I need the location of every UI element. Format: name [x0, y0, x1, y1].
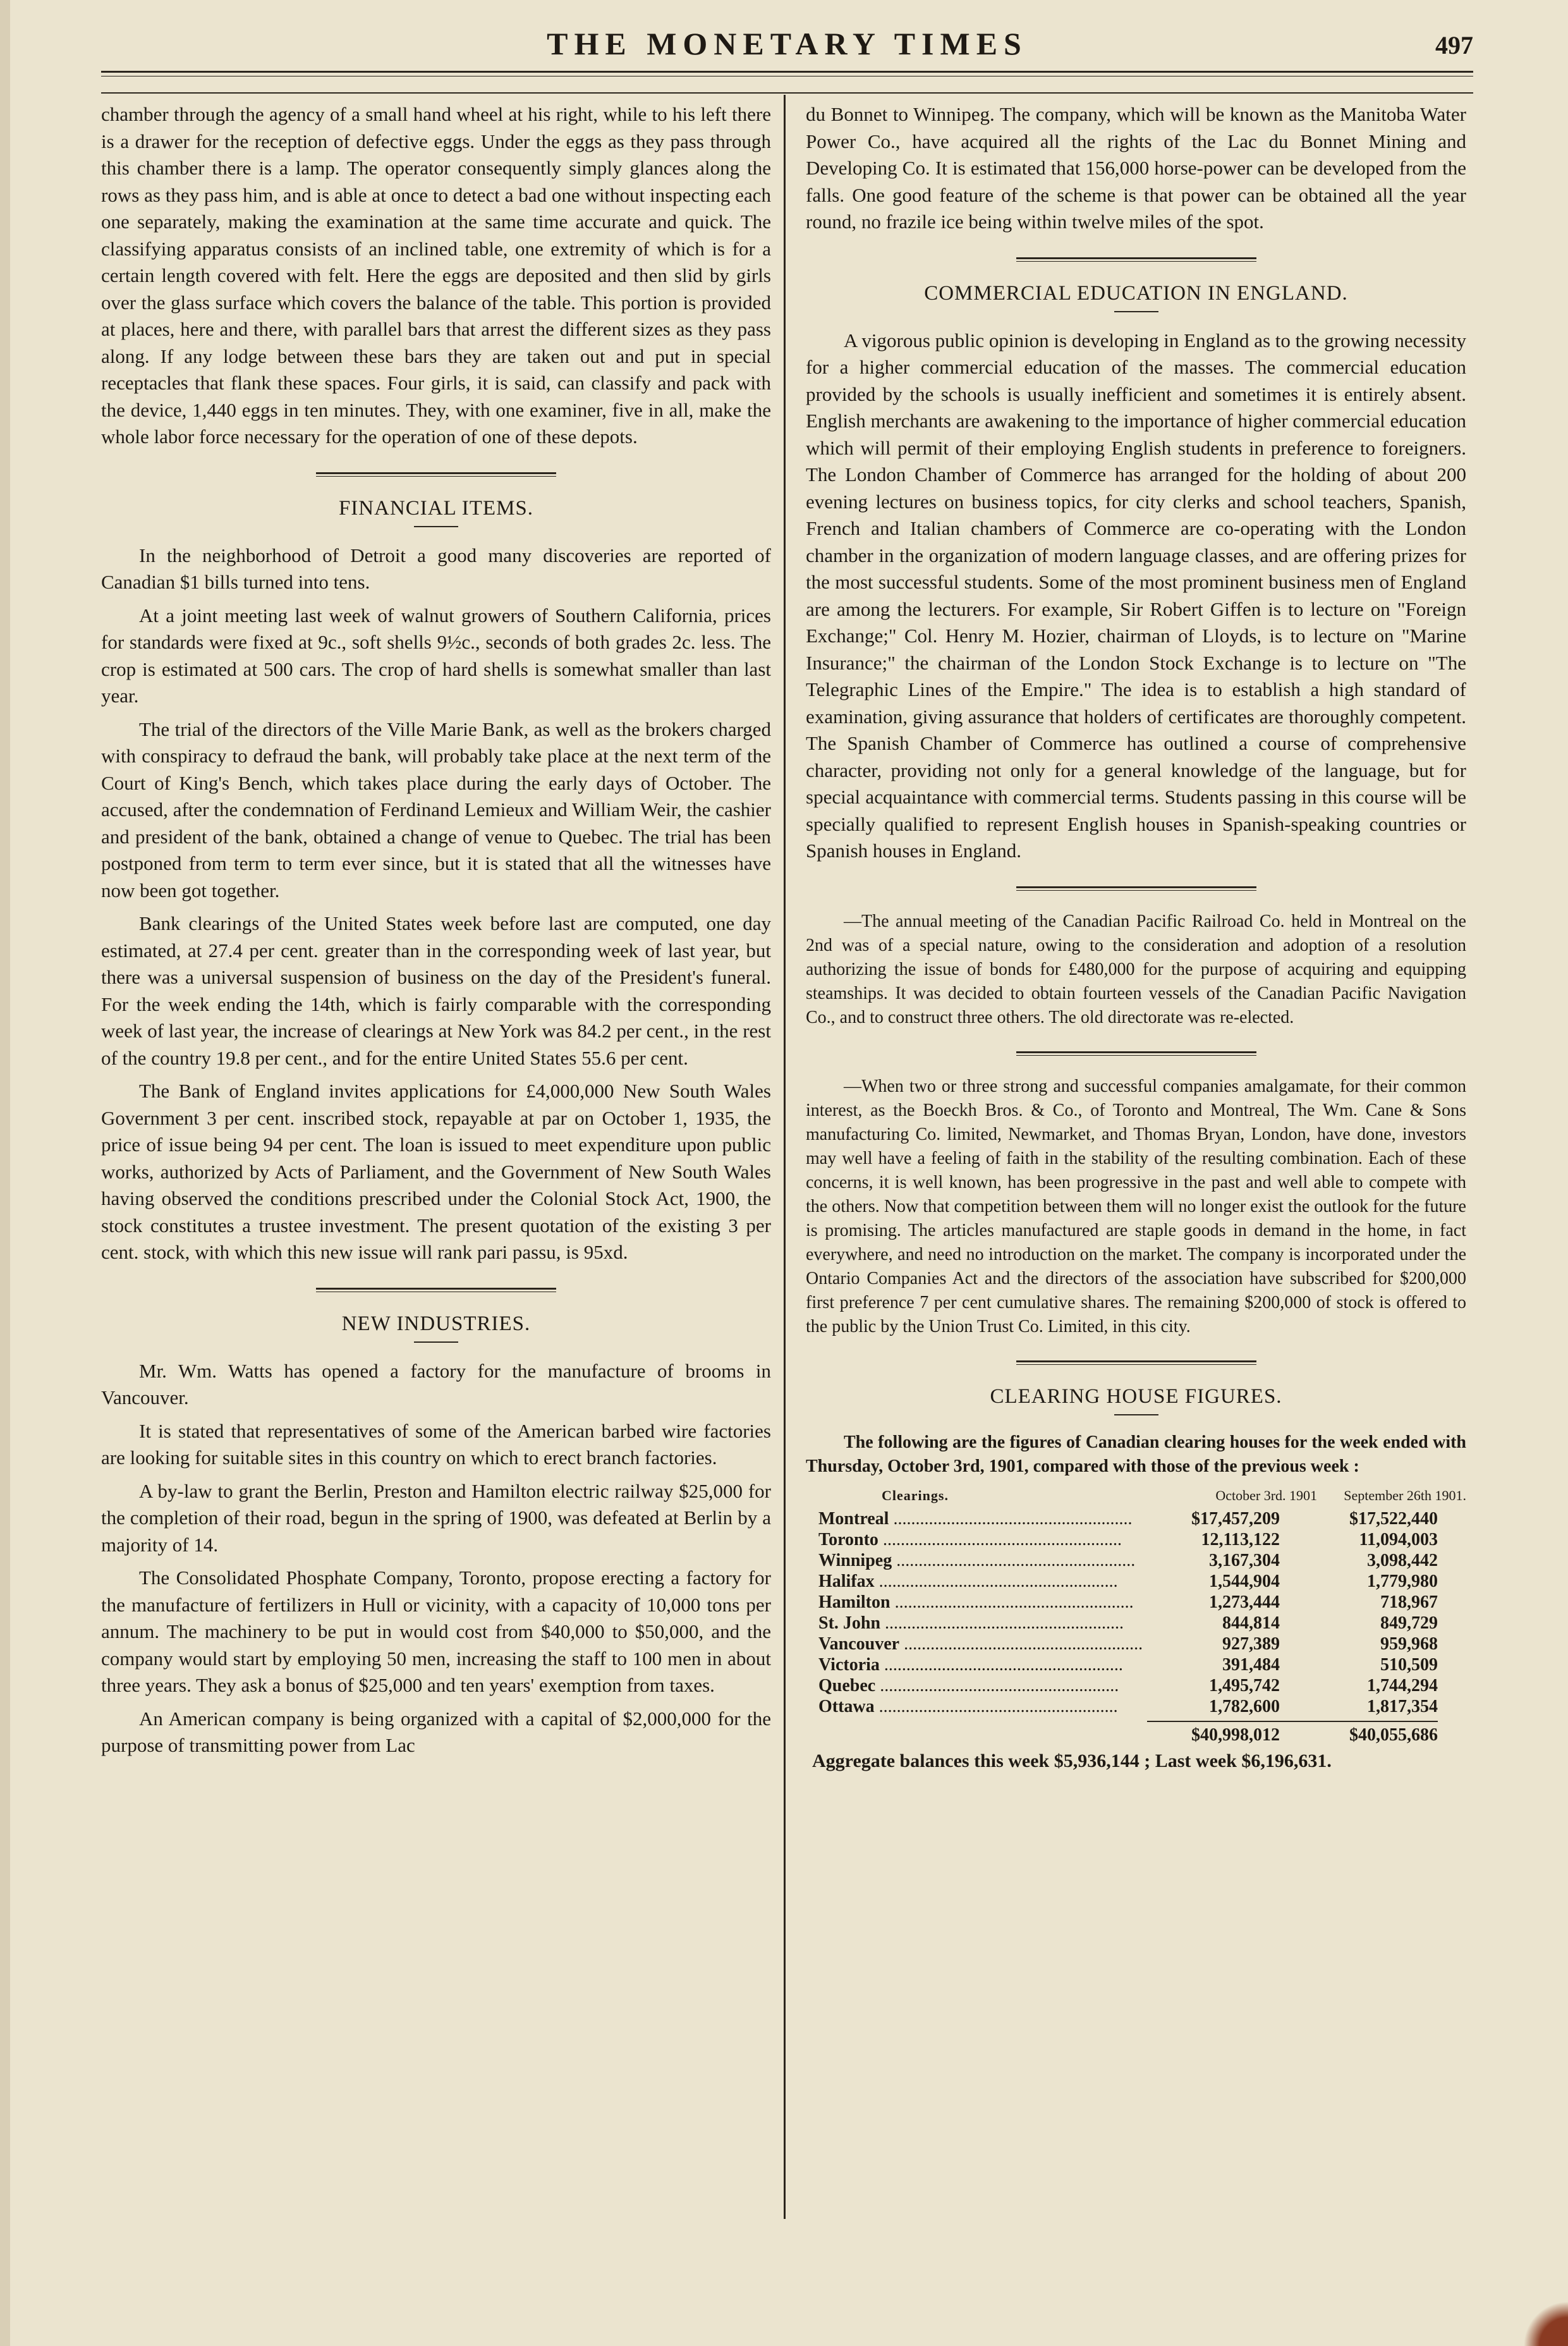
- heading-rule: [414, 526, 458, 527]
- page-spine: [0, 0, 10, 2346]
- clearing-row: [818, 1550, 1466, 1571]
- clearing-september-value: $17,522,440: [1349, 1508, 1438, 1529]
- clearing-september-value: 718,967: [1380, 1592, 1438, 1612]
- commercial-education-heading: COMMERCIAL EDUCATION IN ENGLAND.: [924, 281, 1348, 305]
- clearing-october-value: 1,495,742: [1209, 1675, 1280, 1695]
- clearing-row: [818, 1675, 1466, 1696]
- section-divider: [1016, 257, 1256, 262]
- clearing-house-heading: CLEARING HOUSE FIGURES.: [990, 1384, 1282, 1408]
- clearing-september-value: 849,729: [1380, 1613, 1438, 1633]
- amalgamation-paragraph: —When two or three strong and successful companies amalgamate, for their common interest, as the Boeckh Bros. & Co., of Toronto and Montreal, The Wm. Cane & Sons manufacturing Co. limited, Newmarket, and Thomas Bryan, London, have done, investors may well have a feeling of faith in the stability of the resulting combination. Each of these concerns, it is well known, has been progressive in the past and well able to compete with the others. Now that competition between them will no longer exist the outlook for the future is promising. The articles manufactured are staple goods in demand in the home, in fact everywhere, and need no introduction on the market. The company is incorporated under the Ontario Companies Act and the directors of the association have subscribed for $200,000 first preference 7 per cent cumulative shares. The remaining $200,000 of stock is offered to the public by the Union Trust Co. Limited, in this city.: [806, 1076, 1466, 1336]
- new-industries-heading: NEW INDUSTRIES.: [341, 1312, 531, 1335]
- industries-paragraph: Mr. Wm. Watts has opened a factory for the manufacture of brooms in Vancouver.: [101, 1359, 771, 1408]
- clearing-row: [818, 1529, 1466, 1550]
- financial-items-heading: FINANCIAL ITEMS.: [338, 496, 534, 520]
- industries-paragraph: The Consolidated Phosphate Company, Toronto, propose erecting a factory for the manufacture of fertilizers in Hull or vicinity, with a capacity of 10,000 tons per annum. The machinery to be put in would cost from $40,000 to $50,000, and the company would start by employing 50 men, increasing the staff to 100 men in about three years. They ask a bonus of $25,000 and ten years' exemption from taxes.: [101, 1567, 771, 1696]
- clearing-october-value: 1,544,904: [1209, 1571, 1280, 1591]
- section-divider: [316, 1288, 556, 1292]
- financial-paragraph: Bank clearings of the United States week before last are computed, one day estimated, at 27.4 per cent. greater than in the corresponding week of last year, but there was a universal suspension of business on the day of the President's funeral. For the week ending the 14th, which is fairly comparable with the corresponding week of last year, the increase of clearings at New York was 84.2 per cent., in the rest of the country 19.8 per cent., and for the entire United States 55.6 per cent.: [101, 912, 771, 1069]
- industries-paragraph: A by-law to grant the Berlin, Preston and Hamilton electric railway $25,000 for the completion of their road, begun in the spring of 1900, was defeated at Berlin by a majority of 14.: [101, 1479, 771, 1556]
- clearing-city: Victoria .....: [818, 1654, 1147, 1675]
- clearing-rows: [818, 1508, 1466, 1717]
- page-corner-stain: [1517, 2289, 1568, 2346]
- clearing-row: [818, 1508, 1466, 1529]
- clearing-row: [818, 1592, 1466, 1613]
- aggregate-balances: Aggregate balances this week $5,936,144 ; Last week $6,196,631.: [812, 1750, 1332, 1771]
- clearing-september-value: 1,817,354: [1367, 1696, 1438, 1716]
- left-column: [101, 101, 771, 1766]
- clearing-intro: The following are the figures of Canadian clearing houses for the week ended with Thursday, October 3rd, 1901, compared with those of the previous week :: [806, 1432, 1466, 1476]
- clearing-october-value: 12,113,122: [1201, 1529, 1280, 1549]
- page-number: 497: [1435, 31, 1473, 59]
- clearing-city: Montreal .....: [818, 1508, 1147, 1529]
- cpr-paragraph: —The annual meeting of the Canadian Pacific Railroad Co. held in Montreal on the 2nd was of a special nature, owing to the consideration and adoption of a resolution authorizing the issue of bonds for £480,000 for the purpose of acquiring and equipping steamships. It was decided to obtain fourteen vessels of the Canadian Pacific Navigation Co., and to construct three others. The old directorate was re-elected.: [806, 911, 1466, 1027]
- clearing-city: St. John .....: [818, 1613, 1147, 1634]
- clearing-september-value: 3,098,442: [1367, 1550, 1438, 1570]
- clearing-row: [818, 1696, 1466, 1717]
- clearing-september-value: 11,094,003: [1359, 1529, 1438, 1549]
- clearing-october-value: 1,273,444: [1209, 1592, 1280, 1612]
- clearing-row: [818, 1571, 1466, 1592]
- clearing-september-value: 1,779,980: [1367, 1571, 1438, 1591]
- clearing-row: [818, 1634, 1466, 1654]
- header-rule: [101, 71, 1473, 73]
- right-column: [806, 101, 1466, 1771]
- industries-paragraph: An American company is being organized with a capital of $2,000,000 for the purpose of transmitting power from Lac: [101, 1707, 771, 1756]
- financial-paragraph: At a joint meeting last week of walnut growers of Southern California, prices for standards were fixed at 9c., soft shells 9½c., seconds of both grades 2c. less. The crop is estimated at 500 cars. The crop of hard shells is somewhat smaller than last year.: [101, 604, 771, 707]
- column-header-october: October 3rd. 1901: [1215, 1487, 1318, 1503]
- education-paragraph: A vigorous public opinion is developing in England as to the growing necessity for a higher commercial education of the masses. The commercial education provided by the schools is usually inefficient and sometimes it is entirely absent. English merchants are awakening to the importance of higher commercial education which will permit of their employing English students in preference to foreigners. The London Chamber of Commerce has arranged for the holding of about 200 evening lectures on business topics, for city clerks and school teachers, Spanish, French and Italian chambers of Commerce are co-operating with the London chamber in the organization of modern language classes, and are offering prizes for the most successful students. Some of the most prominent business men of England are among the lecturers. For example, Sir Robert Giffen is to lecture on "Foreign Exchange;" Col. Henry M. Hozier, chairman of Lloyds, is to lecture on "Marine Insurance;" the chairman of the London Stock Exchange is to lecture on "The Telegraphic Lines of the Empire." The idea is to establish a high standard of examination, giving assurance that holders of certificates are thoroughly competent. The Spanish Chamber of Commerce has outlined a course of comprehensive character, providing not only for a general knowledge of the language, but for special acquaintance with commercial terms. Students passing in this course will be specially qualified to represent English houses in Spanish-speaking countries or Spanish houses in England.: [806, 329, 1466, 862]
- total-october: $40,998,012: [1147, 1721, 1280, 1745]
- clearing-october-value: 391,484: [1222, 1654, 1280, 1675]
- lac-du-bonnet-paragraph: du Bonnet to Winnipeg. The company, which will be known as the Manitoba Water Power Co., have acquired all the rights of the Lac du Bonnet Mining and Developing Co. It is estimated that 156,000 horse-power can be developed from the falls. One good feature of the scheme is that power can be obtained all the year round, no frazile ice being within twelve miles of the spot.: [806, 103, 1466, 233]
- column-divider: [784, 95, 786, 2219]
- header-rule-lower: [101, 92, 1473, 94]
- heading-rule: [414, 1341, 458, 1343]
- clearing-city: Toronto .....: [818, 1529, 1147, 1550]
- clearing-october-value: 1,782,600: [1209, 1696, 1280, 1716]
- total-september: $40,055,686: [1280, 1721, 1438, 1745]
- financial-paragraph: In the neighborhood of Detroit a good many discoveries are reported of Canadian $1 bills turned into tens.: [101, 544, 771, 593]
- clearing-table-header: [818, 1485, 1466, 1506]
- heading-rule: [1114, 1414, 1158, 1415]
- clearing-city: Ottawa .....: [818, 1696, 1147, 1717]
- egg-depot-paragraph: chamber through the agency of a small hand wheel at his right, while to his left there is a drawer for the reception of defective eggs. Under the eggs as they pass through this chamber there is a lamp. The operator consequently simply glances along the rows as they pass him, and is able at once to detect a bad one without inspecting each one separately, making the examination at the same time accurate and quick. The classifying apparatus consists of an inclined table, one extremity of which is for a certain length covered with felt. Here the eggs are deposited and then slid by girls over the glass surface which covers the balance of the table. This portion is provided at places, here and there, with parallel bars that arrest the different sizes as they pass along. If any lodge between these bars they are taken out and put in special receptacles that flank these spaces. Four girls, it is said, can classify and pack with the device, 1,440 eggs in ten minutes. They, with one examiner, five in all, make the whole labor force necessary for the operation of one of these depots.: [101, 103, 771, 448]
- clearing-september-value: 510,509: [1380, 1654, 1438, 1675]
- clearing-september-value: 1,744,294: [1367, 1675, 1438, 1695]
- clearing-city: Winnipeg .....: [818, 1550, 1147, 1571]
- clearing-october-value: 3,167,304: [1209, 1550, 1280, 1570]
- financial-paragraph: The Bank of England invites applications for £4,000,000 New South Wales Government 3 per cent. inscribed stock, repayable at par on October 1, 1935, the price of issue being 94 per cent. The loan is issued to meet expenditure upon public works, authorized by Acts of Parliament, and the Government of New South Wales having observed the conditions prescribed under the Colonial Stock Act, 1900, the stock constitutes a trustee investment. The present quotation of the existing 3 per cent. stock, with which this new issue will rank pari passu, is 95xd.: [101, 1080, 771, 1263]
- industries-paragraph: It is stated that representatives of some of the American barbed wire factories are looking for suitable sites in this country on which to erect branch factories.: [101, 1419, 771, 1469]
- clearing-city: Halifax .....: [818, 1571, 1147, 1592]
- column-header-clearings: Clearings.: [882, 1487, 949, 1503]
- clearing-october-value: 927,389: [1222, 1634, 1280, 1654]
- publication-title: THE MONETARY TIMES: [547, 26, 1028, 61]
- clearing-september-value: 959,968: [1380, 1634, 1438, 1654]
- section-divider: [316, 472, 556, 477]
- clearing-october-value: 844,814: [1222, 1613, 1280, 1633]
- clearing-city: Vancouver .....: [818, 1634, 1147, 1654]
- heading-rule: [1114, 311, 1158, 312]
- section-divider: [1016, 1360, 1256, 1365]
- clearing-row: [818, 1613, 1466, 1634]
- clearing-city: Quebec .....: [818, 1675, 1147, 1696]
- clearing-city: Hamilton .....: [818, 1592, 1147, 1613]
- clearing-row: [818, 1654, 1466, 1675]
- clearing-october-value: $17,457,209: [1191, 1508, 1280, 1529]
- column-header-september: September 26th 1901.: [1344, 1487, 1466, 1503]
- clearing-table: [812, 1485, 1466, 1771]
- section-divider: [1016, 886, 1256, 891]
- section-divider: [1016, 1051, 1256, 1056]
- masthead: [101, 25, 1473, 70]
- clearing-total-row: [818, 1721, 1466, 1745]
- financial-paragraph: The trial of the directors of the Ville Marie Bank, as well as the brokers charged with conspiracy to defraud the bank, will probably take place at the next term of the Court of King's Bench, which takes place during the early days of October. The accused, after the condemnation of Ferdinand Lemieux and William Weir, the cashier and president of the bank, obtained a change of venue to Quebec. The trial has been postponed from term to term ever since, but it is stated that all the witnesses have now been got together.: [101, 718, 771, 901]
